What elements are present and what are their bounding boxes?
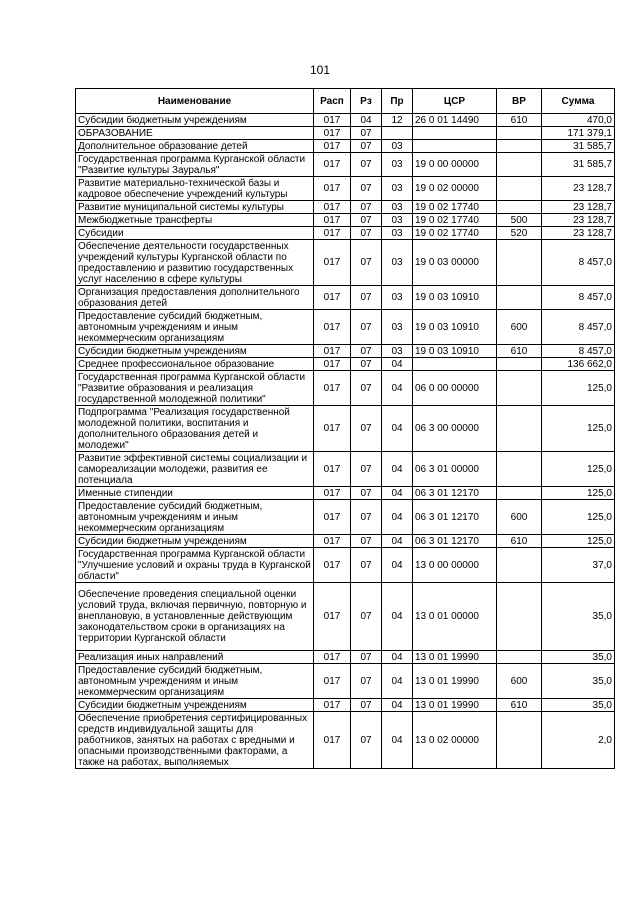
table-row <box>76 286 615 310</box>
table-row <box>76 548 615 583</box>
row-sum: 23 128,7 <box>542 214 615 227</box>
row-name: Обеспечение проведения специальной оценки условий труда, включая первичную, повторную и внеплановую, в установленные действующим законодательством сроки в организациях на территории Курганской области <box>76 583 314 651</box>
row-pr: 04 <box>382 406 413 452</box>
table-row <box>76 406 615 452</box>
row-pr: 03 <box>382 177 413 201</box>
row-rasp: 017 <box>314 500 351 535</box>
row-vr: 610 <box>497 114 542 127</box>
header-vr: ВР <box>497 89 542 114</box>
row-csr: 19 0 02 00000 <box>413 177 497 201</box>
row-pr: 03 <box>382 201 413 214</box>
table-row <box>76 371 615 406</box>
row-pr: 03 <box>382 240 413 286</box>
row-rasp: 017 <box>314 699 351 712</box>
row-sum: 35,0 <box>542 583 615 651</box>
row-pr: 03 <box>382 214 413 227</box>
row-pr: 04 <box>382 535 413 548</box>
table-row <box>76 651 615 664</box>
row-rz: 04 <box>351 114 382 127</box>
row-vr: 600 <box>497 664 542 699</box>
row-rasp: 017 <box>314 127 351 140</box>
row-rasp: 017 <box>314 487 351 500</box>
row-pr: 03 <box>382 310 413 345</box>
table-row <box>76 177 615 201</box>
row-rasp: 017 <box>314 214 351 227</box>
row-rasp: 017 <box>314 358 351 371</box>
row-vr <box>497 651 542 664</box>
row-vr <box>497 406 542 452</box>
row-sum: 37,0 <box>542 548 615 583</box>
header-pr: Пр <box>382 89 413 114</box>
table-row <box>76 699 615 712</box>
table-row <box>76 310 615 345</box>
row-name: Дополнительное образование детей <box>76 140 314 153</box>
row-rz: 07 <box>351 406 382 452</box>
row-pr: 04 <box>382 664 413 699</box>
row-vr <box>497 286 542 310</box>
row-csr: 26 0 01 14490 <box>413 114 497 127</box>
row-rz: 07 <box>351 345 382 358</box>
header-csr: ЦСР <box>413 89 497 114</box>
row-csr: 13 0 00 00000 <box>413 548 497 583</box>
row-name: Среднее профессиональное образование <box>76 358 314 371</box>
row-name: Реализация иных направлений <box>76 651 314 664</box>
row-vr: 500 <box>497 214 542 227</box>
row-pr: 03 <box>382 345 413 358</box>
row-rasp: 017 <box>314 371 351 406</box>
row-csr: 06 3 01 00000 <box>413 452 497 487</box>
table-row <box>76 358 615 371</box>
row-sum: 8 457,0 <box>542 310 615 345</box>
row-sum: 125,0 <box>542 371 615 406</box>
row-sum: 125,0 <box>542 535 615 548</box>
row-name: Именные стипендии <box>76 487 314 500</box>
row-vr: 600 <box>497 310 542 345</box>
row-csr: 13 0 02 00000 <box>413 712 497 769</box>
row-sum: 125,0 <box>542 487 615 500</box>
page-number: 101 <box>309 63 331 77</box>
row-name: Подпрограмма "Реализация государственной молодежной политики, воспитания и дополнительного образования детей и молодежи" <box>76 406 314 452</box>
row-sum: 2,0 <box>542 712 615 769</box>
row-rasp: 017 <box>314 583 351 651</box>
row-sum: 125,0 <box>542 452 615 487</box>
row-rz: 07 <box>351 452 382 487</box>
row-pr: 04 <box>382 500 413 535</box>
table-row <box>76 452 615 487</box>
row-vr: 520 <box>497 227 542 240</box>
row-csr: 19 0 02 17740 <box>413 227 497 240</box>
row-rz: 07 <box>351 286 382 310</box>
row-rz: 07 <box>351 153 382 177</box>
row-rasp: 017 <box>314 452 351 487</box>
row-csr: 19 0 03 10910 <box>413 310 497 345</box>
row-rz: 07 <box>351 500 382 535</box>
row-name: Субсидии <box>76 227 314 240</box>
row-vr <box>497 712 542 769</box>
row-rz: 07 <box>351 227 382 240</box>
row-rz: 07 <box>351 201 382 214</box>
table-row <box>76 201 615 214</box>
row-vr <box>497 358 542 371</box>
row-rasp: 017 <box>314 286 351 310</box>
row-sum: 31 585,7 <box>542 140 615 153</box>
row-pr: 12 <box>382 114 413 127</box>
row-csr <box>413 127 497 140</box>
row-name: Субсидии бюджетным учреждениям <box>76 699 314 712</box>
row-csr: 19 0 02 17740 <box>413 214 497 227</box>
row-rz: 07 <box>351 535 382 548</box>
table-row <box>76 214 615 227</box>
row-csr: 06 3 01 12170 <box>413 487 497 500</box>
row-vr <box>497 240 542 286</box>
row-rz: 07 <box>351 712 382 769</box>
row-name: Развитие материально-технической базы и кадровое обеспечение учреждений культуры <box>76 177 314 201</box>
row-pr: 03 <box>382 286 413 310</box>
row-rz: 07 <box>351 177 382 201</box>
row-rz: 07 <box>351 214 382 227</box>
row-csr <box>413 358 497 371</box>
header-rasp: Расп <box>314 89 351 114</box>
row-pr: 04 <box>382 487 413 500</box>
row-pr: 04 <box>382 548 413 583</box>
row-name: ОБРАЗОВАНИЕ <box>76 127 314 140</box>
row-sum: 35,0 <box>542 699 615 712</box>
row-pr: 03 <box>382 153 413 177</box>
row-pr <box>382 127 413 140</box>
row-csr: 19 0 03 00000 <box>413 240 497 286</box>
row-rasp: 017 <box>314 712 351 769</box>
row-pr: 03 <box>382 140 413 153</box>
row-rz: 07 <box>351 487 382 500</box>
header-rz: Рз <box>351 89 382 114</box>
header-name: Наименование <box>76 89 314 114</box>
row-rz: 07 <box>351 583 382 651</box>
row-csr: 13 0 01 19990 <box>413 699 497 712</box>
row-name: Организация предоставления дополнительного образования детей <box>76 286 314 310</box>
row-csr: 06 3 01 12170 <box>413 535 497 548</box>
row-vr: 610 <box>497 699 542 712</box>
row-csr: 06 0 00 00000 <box>413 371 497 406</box>
table-row <box>76 227 615 240</box>
row-csr: 06 3 00 00000 <box>413 406 497 452</box>
header-sum: Сумма <box>542 89 615 114</box>
row-rasp: 017 <box>314 140 351 153</box>
row-rasp: 017 <box>314 227 351 240</box>
row-sum: 171 379,1 <box>542 127 615 140</box>
row-vr: 610 <box>497 345 542 358</box>
row-vr <box>497 177 542 201</box>
row-name: Субсидии бюджетным учреждениям <box>76 535 314 548</box>
row-sum: 470,0 <box>542 114 615 127</box>
row-sum: 8 457,0 <box>542 345 615 358</box>
row-vr <box>497 140 542 153</box>
row-rasp: 017 <box>314 345 351 358</box>
row-vr: 600 <box>497 500 542 535</box>
table-row <box>76 583 615 651</box>
table-row <box>76 535 615 548</box>
row-name: Субсидии бюджетным учреждениям <box>76 345 314 358</box>
row-rz: 07 <box>351 240 382 286</box>
table-row <box>76 240 615 286</box>
row-rasp: 017 <box>314 664 351 699</box>
row-vr <box>497 452 542 487</box>
table-row <box>76 153 615 177</box>
row-vr: 610 <box>497 535 542 548</box>
row-name: Предоставление субсидий бюджетным, автономным учреждениям и иным некоммерческим организациям <box>76 310 314 345</box>
row-csr: 13 0 01 00000 <box>413 583 497 651</box>
row-name: Межбюджетные трансферты <box>76 214 314 227</box>
row-rz: 07 <box>351 664 382 699</box>
row-rasp: 017 <box>314 310 351 345</box>
row-rz: 07 <box>351 699 382 712</box>
row-rasp: 017 <box>314 201 351 214</box>
row-sum: 8 457,0 <box>542 286 615 310</box>
row-vr <box>497 548 542 583</box>
row-csr: 19 0 03 10910 <box>413 345 497 358</box>
row-rz: 07 <box>351 371 382 406</box>
row-pr: 04 <box>382 651 413 664</box>
row-rz: 07 <box>351 140 382 153</box>
table-row <box>76 500 615 535</box>
row-name: Государственная программа Курганской области "Улучшение условий и охраны труда в Курганской области" <box>76 548 314 583</box>
table-row <box>76 712 615 769</box>
row-rz: 07 <box>351 310 382 345</box>
row-pr: 04 <box>382 358 413 371</box>
row-rasp: 017 <box>314 548 351 583</box>
row-rz: 07 <box>351 358 382 371</box>
row-sum: 23 128,7 <box>542 201 615 214</box>
row-csr <box>413 140 497 153</box>
row-csr: 19 0 02 17740 <box>413 201 497 214</box>
row-pr: 03 <box>382 227 413 240</box>
table-body <box>76 114 615 769</box>
row-sum: 35,0 <box>542 664 615 699</box>
row-sum: 31 585,7 <box>542 153 615 177</box>
row-vr <box>497 371 542 406</box>
row-sum: 125,0 <box>542 500 615 535</box>
row-pr: 04 <box>382 452 413 487</box>
row-name: Обеспечение приобретения сертифицированных средств индивидуальной защиты для работников, занятых на работах с вредными и опасными производственными факторами, а также на работах, выполняемых <box>76 712 314 769</box>
row-rasp: 017 <box>314 535 351 548</box>
row-rasp: 017 <box>314 240 351 286</box>
row-rasp: 017 <box>314 651 351 664</box>
row-name: Государственная программа Курганской области "Развитие образования и реализация государственной молодежной политики" <box>76 371 314 406</box>
row-pr: 04 <box>382 583 413 651</box>
row-vr <box>497 201 542 214</box>
row-vr <box>497 127 542 140</box>
table-row <box>76 664 615 699</box>
row-name: Предоставление субсидий бюджетным, автономным учреждениям и иным некоммерческим организациям <box>76 664 314 699</box>
row-csr: 13 0 01 19990 <box>413 664 497 699</box>
row-rz: 07 <box>351 127 382 140</box>
row-sum: 125,0 <box>542 406 615 452</box>
row-pr: 04 <box>382 371 413 406</box>
table-row <box>76 127 615 140</box>
row-rz: 07 <box>351 548 382 583</box>
row-name: Обеспечение деятельности государственных учреждений культуры Курганской области по предоставлению и развитию государственных услуг населению в сфере культуры <box>76 240 314 286</box>
row-name: Развитие эффективной системы социализации и самореализации молодежи, развития ее потенциала <box>76 452 314 487</box>
table-row <box>76 114 615 127</box>
row-sum: 23 128,7 <box>542 177 615 201</box>
row-rasp: 017 <box>314 177 351 201</box>
row-csr: 13 0 01 19990 <box>413 651 497 664</box>
row-sum: 8 457,0 <box>542 240 615 286</box>
row-vr <box>497 487 542 500</box>
budget-table <box>75 88 615 769</box>
row-sum: 23 128,7 <box>542 227 615 240</box>
row-name: Субсидии бюджетным учреждениям <box>76 114 314 127</box>
row-name: Государственная программа Курганской области "Развитие культуры Зауралья" <box>76 153 314 177</box>
row-rz: 07 <box>351 651 382 664</box>
header-row <box>76 89 615 114</box>
row-vr <box>497 153 542 177</box>
row-csr: 19 0 00 00000 <box>413 153 497 177</box>
row-rasp: 017 <box>314 153 351 177</box>
table-header <box>76 89 615 114</box>
row-sum: 136 662,0 <box>542 358 615 371</box>
table-row <box>76 487 615 500</box>
row-pr: 04 <box>382 699 413 712</box>
table-row <box>76 345 615 358</box>
row-csr: 06 3 01 12170 <box>413 500 497 535</box>
row-name: Предоставление субсидий бюджетным, автономным учреждениям и иным некоммерческим организациям <box>76 500 314 535</box>
row-rasp: 017 <box>314 406 351 452</box>
row-rasp: 017 <box>314 114 351 127</box>
row-pr: 04 <box>382 712 413 769</box>
row-name: Развитие муниципальной системы культуры <box>76 201 314 214</box>
row-sum: 35,0 <box>542 651 615 664</box>
row-vr <box>497 583 542 651</box>
table-row <box>76 140 615 153</box>
row-csr: 19 0 03 10910 <box>413 286 497 310</box>
